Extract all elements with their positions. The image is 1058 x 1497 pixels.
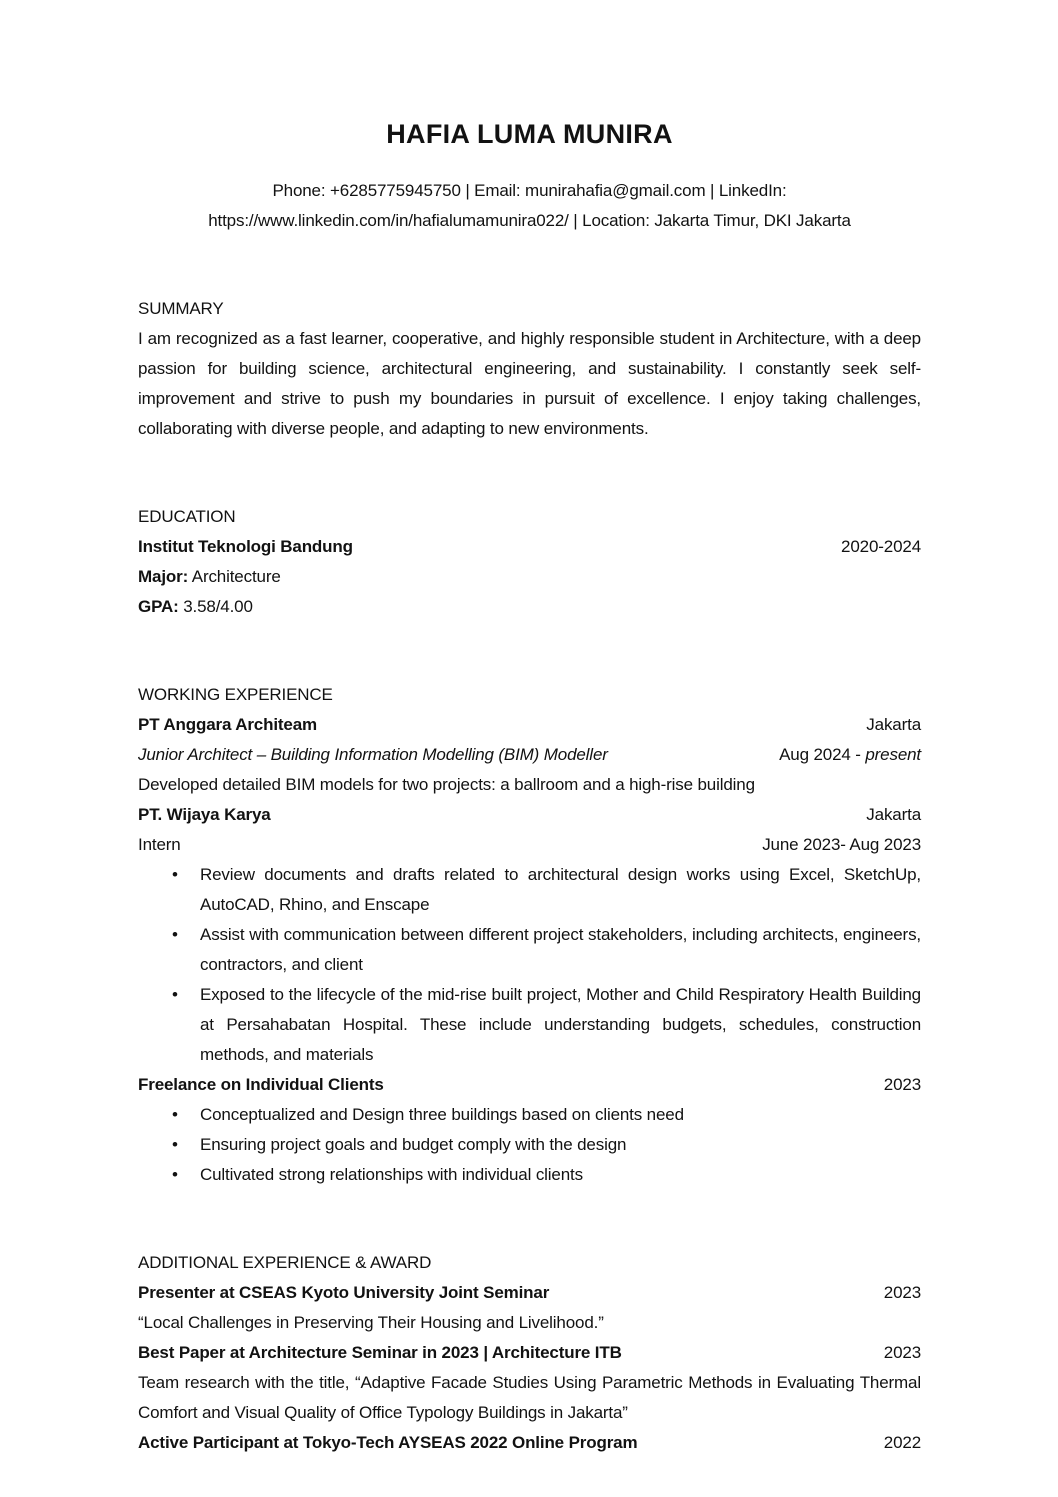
additional-heading: ADDITIONAL EXPERIENCE & AWARD (138, 1253, 432, 1272)
summary-text: I am recognized as a fast learner, cooperative, and highly responsible student in Architecture, with a deep passion for building science, architectural engineering, and sustainability. I constantly seek self-improvement and strive to push my boundaries in pursuit of excellence. I enjoy taking challenges, collaborating with diverse people, and adapting to new environments. (138, 329, 921, 438)
job-description: Developed detailed BIM models for two projects: a ballroom and a high-rise building (138, 775, 755, 794)
job-role-row (138, 740, 921, 770)
award-title: Presenter at CSEAS Kyoto University Joint Seminar (138, 1283, 550, 1302)
education-section (138, 502, 921, 622)
major-value: Architecture (191, 567, 281, 586)
gpa-value: 3.58/4.00 (183, 597, 253, 616)
job-company-row (138, 800, 921, 830)
major-label: Major: (138, 567, 189, 586)
additional-section (138, 1248, 921, 1458)
education-school-row (138, 532, 921, 562)
gpa-label: GPA: (138, 597, 179, 616)
award-title-row (138, 1338, 921, 1368)
job-dates (767, 740, 921, 770)
job-dates-present: present (865, 745, 921, 764)
job-bullet-list (138, 1100, 921, 1190)
job-dates: 2023 (883, 1075, 921, 1094)
school-name: Institut Teknologi Bandung (138, 537, 353, 556)
award-year: 2022 (883, 1433, 921, 1452)
award-description: Team research with the title, “Adaptive Facade Studies Using Parametric Methods in Evaluating Thermal Comfort and Visual Quality of Office Typology Buildings in Jakarta” (138, 1373, 921, 1422)
job-role-row (138, 830, 921, 860)
job-location: Jakarta (866, 805, 921, 824)
education-years: 2020-2024 (841, 537, 921, 556)
job-bullet: • Cultivated strong relationships with individual clients (138, 1160, 921, 1190)
education-major-line (138, 562, 921, 592)
job-role: Junior Architect – Building Information Modelling (BIM) Modeller (138, 745, 608, 764)
contact-line-2: https://www.linkedin.com/in/hafialumamunira022/ | Location: Jakarta Timur, DKI Jakarta (208, 211, 851, 230)
award-description: “Local Challenges in Preserving Their Housing and Livelihood.” (138, 1313, 604, 1332)
job-bullet-list (138, 860, 921, 1070)
award-title-row (138, 1428, 921, 1458)
working-experience-heading: WORKING EXPERIENCE (138, 685, 333, 704)
summary-section (138, 294, 921, 444)
education-gpa-line (138, 592, 921, 622)
company-name: PT. Wijaya Karya (138, 805, 271, 824)
contact-line-1: Phone: +6285775945750 | Email: munirahafia@gmail.com | LinkedIn: (272, 181, 787, 200)
award-year: 2023 (883, 1283, 921, 1302)
resume-name: HAFIA LUMA MUNIRA (386, 119, 673, 149)
company-name: Freelance on Individual Clients (138, 1075, 384, 1094)
job-bullet: • Review documents and drafts related to architectural design works using Excel, SketchUp, AutoCAD, Rhino, and Enscape (138, 860, 921, 920)
job-dates: June 2023- Aug 2023 (762, 835, 921, 854)
education-heading: EDUCATION (138, 507, 236, 526)
award-title: Best Paper at Architecture Seminar in 2023 | Architecture ITB (138, 1343, 622, 1362)
job-bullet: • Assist with communication between different project stakeholders, including architects, engineers, contractors, and client (138, 920, 921, 980)
award-title-row (138, 1278, 921, 1308)
job-company-row (138, 1070, 921, 1100)
award-year: 2023 (883, 1343, 921, 1362)
job-location: Jakarta (866, 715, 921, 734)
job-company-row (138, 710, 921, 740)
working-experience-section (138, 680, 921, 1190)
company-name: PT Anggara Architeam (138, 715, 318, 734)
job-bullet: • Conceptualized and Design three buildings based on clients need (138, 1100, 921, 1130)
award-title: Active Participant at Tokyo-Tech AYSEAS 2022 Online Program (138, 1433, 638, 1452)
job-bullet: • Exposed to the lifecycle of the mid-rise built project, Mother and Child Respiratory Health Building at Persahabatan Hospital. These include understanding budgets, schedules, construction methods, and materials (138, 980, 921, 1070)
job-role: Intern (138, 835, 181, 854)
job-dates-prefix: Aug 2024 - (779, 745, 866, 764)
job-bullet: • Ensuring project goals and budget comply with the design (138, 1130, 921, 1160)
summary-heading: SUMMARY (138, 299, 224, 318)
